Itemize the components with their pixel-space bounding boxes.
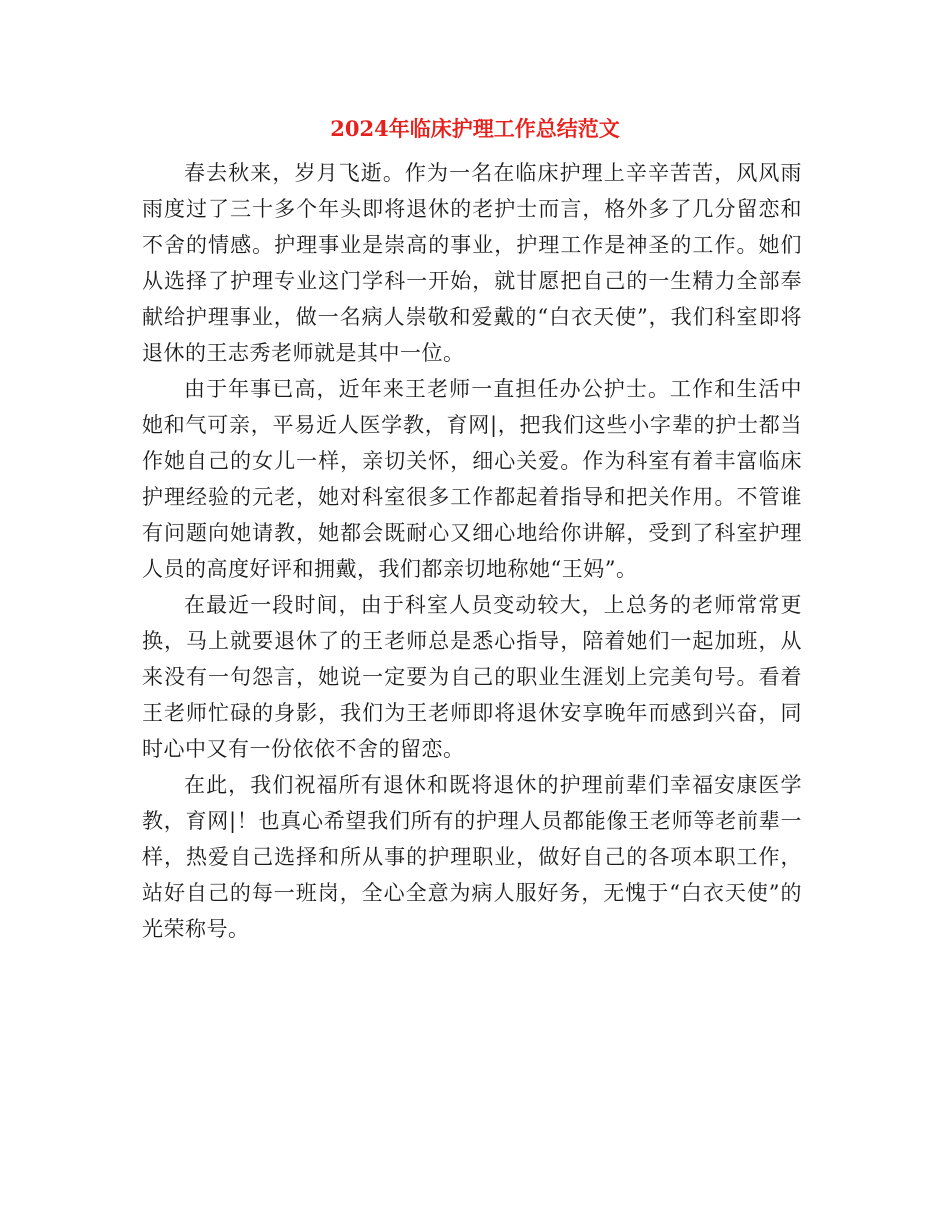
document-title: 2024年临床护理工作总结范文 xyxy=(330,116,620,141)
paragraph-1: 春去秋来，岁月飞逝。作为一名在临床护理上辛辛苦苦，风风雨雨度过了三十多个年头即将退休的老护士而言，格外多了几分留恋和不舍的情感。护理事业是崇高的事业，护理工作是神圣的工作。她们从选择了护理专业这门学科一开始，就甘愿把自己的一生精力全部奉献给护理事业，做一名病人崇敬和爱戴的“白衣天使”，我们科室即将退休的王志秀老师就是其中一位。 xyxy=(142,161,802,365)
paragraph-2: 由于年事已高，近年来王老师一直担任办公护士。工作和生活中她和气可亲，平易近人医学教，育网|，把我们这些小字辈的护士都当作她自己的女儿一样，亲切关怀，细心关爱。作为科室有着丰富临床护理经验的元老，她对科室很多工作都起着指导和把关作用。不管谁有问题向她请教，她都会既耐心又细心地给你讲解，受到了科室护理人员的高度好评和拥戴，我们都亲切地称她“王妈”。 xyxy=(142,377,802,581)
paragraph-3: 在最近一段时间，由于科室人员变动较大，上总务的老师常常更换，马上就要退休了的王老师总是悉心指导，陪着她们一起加班，从来没有一句怨言，她说一定要为自己的职业生涯划上完美句号。看着王老师忙碌的身影，我们为王老师即将退休安享晚年而感到兴奋，同时心中又有一份依依不舍的留恋。 xyxy=(142,593,802,761)
document-body xyxy=(142,155,802,947)
paragraph-4: 在此，我们祝福所有退休和既将退休的护理前辈们幸福安康医学教，育网|！也真心希望我们所有的护理人员都能像王老师等老前辈一样，热爱自己选择和所从事的护理职业，做好自己的各项本职工作，站好自己的每一班岗，全心全意为病人服好务，无愧于“白衣天使”的光荣称号。 xyxy=(142,773,802,941)
